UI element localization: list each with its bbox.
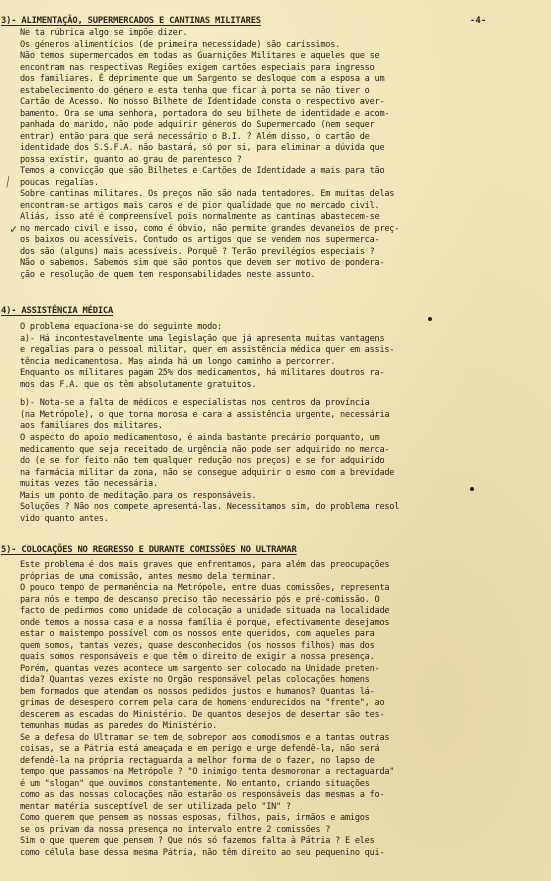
text-line: dos familiares. É deprimente que um Sargento se desloque com a esposa a um	[20, 74, 385, 84]
text-line: como as das nossas colocações não estarão os responsáveis das mesmas a fo-	[20, 790, 385, 800]
text-line: dos são (alguns) mais acessíveis. Porquê ? Terão previlégios especiais ?	[20, 246, 375, 257]
text-line: medicamento que seja receitado de urgência não pode ser adquirido no merca-	[20, 444, 390, 455]
text-line: Como querem que pensem as nossas esposas, filhos, pais, irmãos e amigos	[20, 813, 370, 823]
ink-dot	[470, 487, 474, 491]
ink-dot	[428, 317, 432, 321]
margin-arrow-mark: ⟋	[0, 173, 16, 191]
text-line: descerem as escadas do Ministério. De quantos desejos de desertar são tes-	[20, 709, 385, 720]
text-line: Ne ta rúbrica algo se impõe dizer.	[20, 28, 188, 38]
text-line: aos familiares dos militares.	[20, 421, 163, 431]
text-line: bamento. Ora se uma senhora, portadora do seu bilhete de identidade e acom-	[20, 108, 390, 119]
text-line: bem formados que atendam os nossos pedidos justos e humanos? Quantas lá-	[20, 686, 375, 697]
text-line: Não o sabemos. Sabemos sim que são pontos que devem ser motivo de pondera-	[20, 258, 385, 268]
text-line: entrar) então para que será necessário o B.I. ? Além disso, o cartão de	[20, 131, 370, 142]
text-line: ção e resolução de quem tem responsabilidades neste assunto.	[20, 269, 316, 280]
text-line: defendê-la na própria rectaguarda a melhor forma de o fazer, no lapso de	[20, 755, 375, 766]
text-line: coisas, se a Pátria está ameaçada e em perigo e urge defendê-la, não será	[20, 744, 380, 754]
page-number: -4-	[470, 16, 487, 26]
section-3-heading: 3)- ALIMENTAÇÃO, SUPERMERCADOS E CANTINAS MILITARES	[1, 16, 261, 26]
text-line: estar o maistempo possível com os nossos ente queridos, com aqueles para	[20, 629, 375, 639]
text-line: onde temos a nossa casa e a nossa família é porque, efectivamente desejamos	[20, 617, 390, 628]
text-line: vido quanto antes.	[20, 513, 109, 524]
text-line: facto de pedirmos como unidade de colocação a unidade situada na localidade	[20, 606, 390, 616]
text-line: Soluções ? Não nos compete apresentá-las. Necessitamos sim, do problema resol	[20, 502, 400, 512]
text-line: Este problema é dos mais graves que enfrentamos, para além das preocupações	[20, 560, 390, 570]
text-line: Enquanto os militares pagam 25% dos medicamentos, há militares doutros ra-	[20, 368, 385, 378]
text-line: Sim o que querem que pensem ? Que nós só fazemos falta à Pátria ? E eles	[20, 836, 375, 846]
text-line: grimas de desespero correm pela cara de homens endurecidos na "frente", ao	[20, 698, 385, 708]
text-line: Sobre cantinas militares. Os preços não são nada tentadores. Em muitas delas	[20, 189, 395, 199]
text-line: encontram-se artigos mais caros e de pior qualidade que no mercado civil.	[20, 200, 380, 211]
text-line: quem somos, tantas vezes, quase desconhecidos (os nossos filhos) mas dos	[20, 640, 375, 651]
text-line: identidade dos S.S.F.A. não bastará, só por si, para eliminar a dúvida que	[20, 143, 385, 153]
text-line: e regalias para o pessoal militar, quer em assistência médica quer em assis-	[20, 345, 395, 355]
text-line: O problema equaciona-se do seguinte modo:	[20, 322, 222, 332]
text-line: Porém, quantas vezes acontece um sargento ser colocado na Unidade preten-	[20, 663, 380, 674]
text-line: (na Metrópole), o que torna morosa e cara a assistência urgente, necessária	[20, 409, 390, 420]
section-5-heading: 5)- COLOCAÇÕES NO REGRESSO E DURANTE COMISSÕES NO ULTRAMAR	[1, 545, 297, 555]
text-line: estabelecimento do género e esta tenha que ficar à porta se não tiver o	[20, 85, 370, 96]
text-line: encontram nas respectivas Regiões exigem cartões especiais para ingresso	[20, 62, 375, 73]
text-line: Aliás, isso até é compreensível pois normalmente as cantinas abastecem-se	[20, 212, 380, 222]
text-line: Os géneros alimentícios (de primeira necessidade) são caríssimos.	[20, 39, 341, 50]
text-line: do (e se for feito não tem qualquer redução nos preços) e se for adquirido	[20, 456, 385, 466]
text-line: panhada do marido, não pode adquirir géneros do Supermercado (nem sequer	[20, 120, 375, 130]
text-line: Se a defesa do Ultramar se tem de sobrepor aos comodismos e a tantas outras	[20, 732, 390, 743]
text-line: O aspecto do apoio medicamentoso, é ainda bastante precário porquanto, um	[20, 433, 380, 443]
text-line: muitas vezes tão necessária.	[20, 479, 158, 489]
text-line: Não temos supermercados em todas as Guarnições Militares e aqueles que se	[20, 51, 380, 61]
text-line: possa existir, quanto ao grau de parentesco ?	[20, 154, 242, 165]
text-line: os baixos ou acessíveis. Contudo os artigos que se vendem nos supermerca-	[20, 235, 380, 245]
text-line: é um "slogan" que ouvimos constantemente. No entanto, criando situações	[20, 778, 370, 789]
text-line: tempo que passamos na Metrópole ? "O inimigo tenta desmoronar a rectaguarda"	[20, 767, 395, 777]
section-4-heading: 4)- ASSISTÊNCIA MÉDICA	[1, 306, 114, 316]
text-line: Temos a convicção que são Bilhetes e Cartões de Identidade a mais para tão	[20, 166, 385, 176]
text-line: Mais um ponto de meditação para os responsáveis.	[20, 490, 257, 501]
text-line: b)- Nota-se a falta de médicos e especialistas nos centros da província	[20, 398, 370, 408]
text-line: no mercado civil e isso, como é óbvio, não permite grandes devaneios de preç-	[20, 223, 400, 234]
text-line: Cartão de Acesso. No nosso Bilhete de Identidade consta o respectivo aver-	[20, 97, 385, 107]
text-line: quais somos responsáveis e que têm o direito de exigir a nossa presença.	[20, 652, 375, 662]
text-line: para nós e tempo de descanso preciso tão necessário pós e pré-comissão. O	[20, 594, 380, 605]
text-line: próprias de uma comissão, antes mesmo dela terminar.	[20, 571, 277, 582]
text-line: mentar matéria susceptível de ser utilizada pelo "IN" ?	[20, 801, 291, 812]
text-line: temunhas mudas as paredes do Ministério.	[20, 721, 217, 731]
text-line: a)- Há incontestavelmente uma legislação que já apresenta muitas vantagens	[20, 333, 385, 344]
text-line: na farmácia militar da zona, não se consegue adquirir o esmo com a brevidade	[20, 467, 395, 478]
text-line: se os privam da nossa presença no intervalo entre 2 comissões ?	[20, 824, 331, 835]
text-line: O pouco tempo de permanência na Metrópole, entre duas comissões, representa	[20, 583, 390, 593]
text-line: dida? Quantas vezes existe no Orgão responsável pelas colocações homens	[20, 675, 370, 685]
text-line: tência medicamentosa. Mas ainda há um longo caminho a percorrer.	[20, 356, 336, 367]
text-line: poucas regalias.	[20, 177, 99, 188]
margin-tick-mark: ✓	[10, 222, 18, 236]
text-line: como célula base dessa mesma Pátria, não têm direito ao seu pequenino qui-	[20, 847, 385, 858]
text-line: mos das F.A. que os têm absolutamente gratuitos.	[20, 379, 257, 390]
